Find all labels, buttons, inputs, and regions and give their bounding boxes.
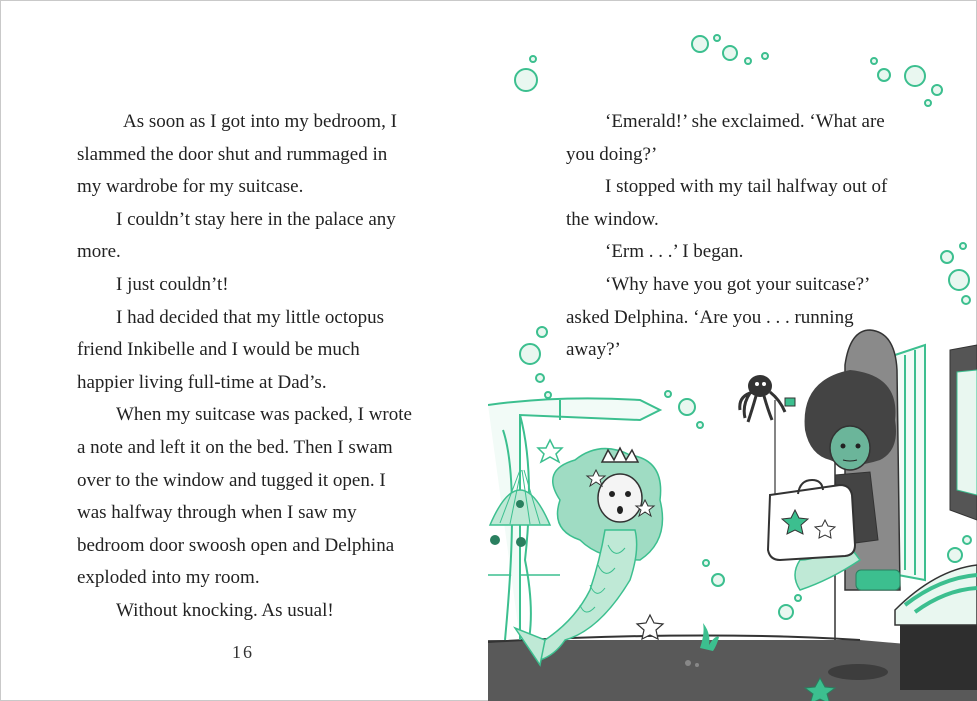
mermaid-illustration xyxy=(488,0,977,701)
mermaid-emerald xyxy=(515,448,663,665)
paragraph: Without knocking. As usual! xyxy=(116,599,334,621)
chest xyxy=(895,565,977,690)
octopus-inkibelle xyxy=(740,375,795,422)
paragraph: When my suitcase was packed, I wrote a note and left it on the bed. Then I swam over to the window and tugged it open. I was halfway through when I saw my bedroom door swoosh open and Delphina exploded into my room. xyxy=(77,404,412,589)
paragraph: I stopped with my tail halfway out of the window. xyxy=(566,176,888,230)
paragraph: As soon as I got into my bedroom, I slammed the door shut and rummaged in my wardrobe for my suitcase. xyxy=(77,111,397,198)
paragraph: I couldn’t stay here in the palace any more. xyxy=(77,208,396,263)
left-page-text xyxy=(77,106,412,628)
paragraph: ‘Emerald!’ she exclaimed. ‘What are you doing?’ xyxy=(566,111,885,165)
paragraph: ‘Why have you got your suitcase?’ asked Delphina. ‘Are you . . . running away?’ xyxy=(566,273,869,361)
suitcase xyxy=(768,480,855,560)
paragraph: ‘Erm . . .’ I began. xyxy=(605,241,744,263)
page-number: 16 xyxy=(232,642,254,662)
paragraph: I just couldn’t! xyxy=(116,273,229,295)
paragraph: I had decided that my little octopus friend Inkibelle and I would be much happier living full-time at Dad’s. xyxy=(77,306,385,393)
